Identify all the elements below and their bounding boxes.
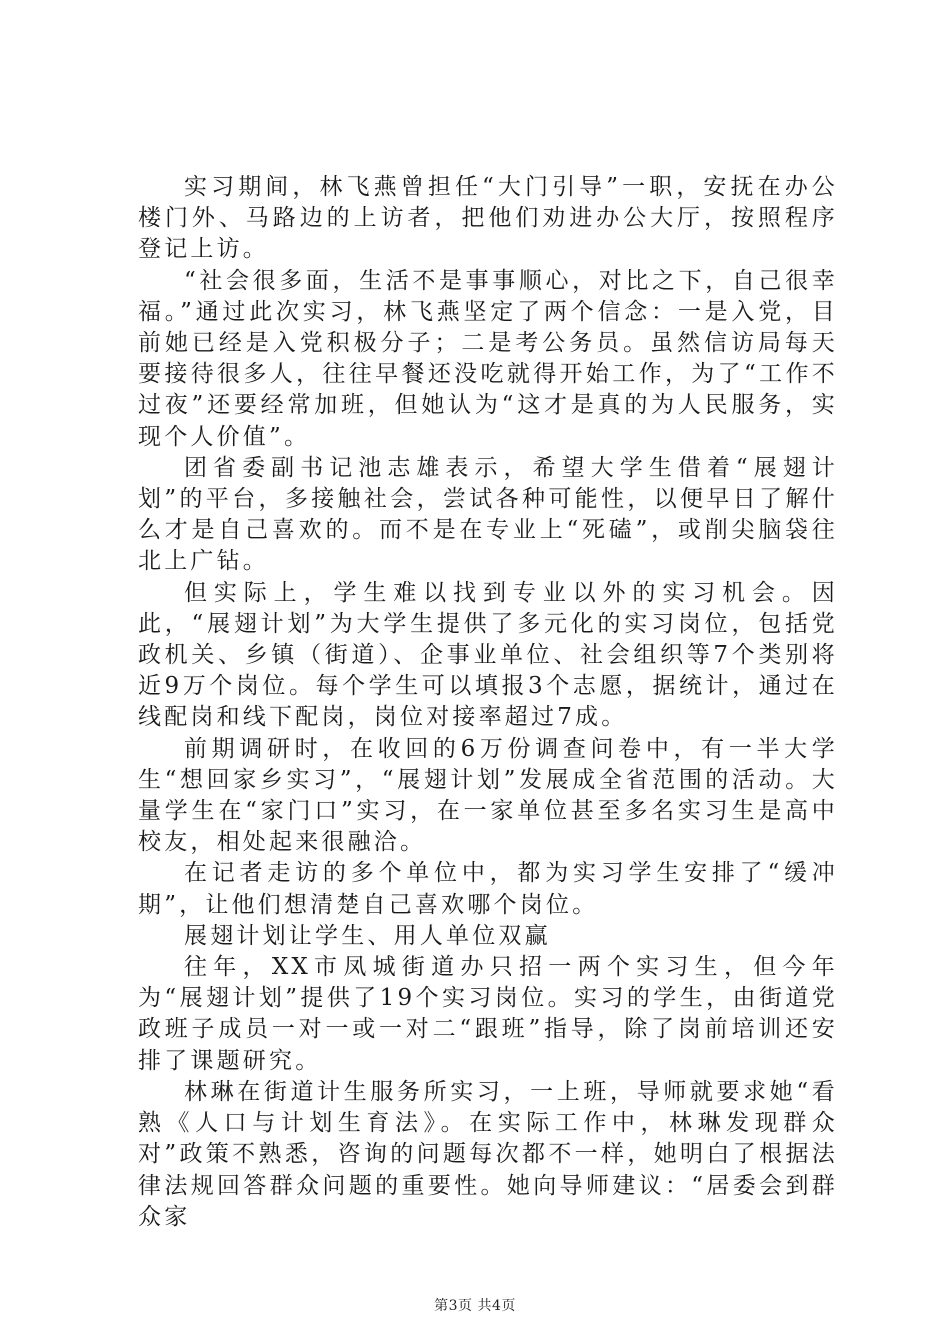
page-footer: 第3页 共4页 — [434, 1298, 516, 1314]
paragraph-1: 实习期间，林飞燕曾担任“大门引导”一职，安抚在办公楼门外、马路边的上访者，把他们劝进办公大厅，按照程序登记上访。 — [138, 174, 838, 263]
paragraph-5: 前期调研时，在收回的6万份调查问卷中，有一半大学生“想回家乡实习”，“展翅计划”发展成全省范围的活动。大量学生在“家门口”实习，在一家单位甚至多名实习生是高中校友，相处起来很融洽。 — [138, 735, 838, 856]
document-body — [138, 172, 838, 1233]
paragraph-6: 在记者走访的多个单位中，都为实习学生安排了“缓冲期”，让他们想清楚自己喜欢哪个岗位。 — [138, 860, 838, 918]
paragraph-4: 但实际上，学生难以找到专业以外的实习机会。因此，“展翅计划”为大学生提供了多元化的实习岗位，包括党政机关、乡镇（街道）、企事业单位、社会组织等7个类别将近9万个岗位。每个学生可以填报3个志愿，据统计，通过在线配岗和线下配岗，岗位对接率超过7成。 — [138, 579, 838, 731]
paragraph-2: “社会很多面，生活不是事事顺心，对比之下，自己很幸福。”通过此次实习，林飞燕坚定了两个信念：一是入党，目前她已经是入党积极分子；二是考公务员。虽然信访局每天要接待很多人，往往早餐还没吃就得开始工作，为了“工作不过夜”还要经常加班，但她认为“这才是真的为人民服务，实现个人价值”。 — [138, 267, 838, 450]
section-heading: 展翅计划让学生、用人单位双赢 — [184, 922, 551, 949]
paragraph-3: 团省委副书记池志雄表示，希望大学生借着“展翅计划”的平台，多接触社会，尝试各种可能性，以便早日了解什么才是自己喜欢的。而不是在专业上“死磕”，或削尖脑袋往北上广钻。 — [138, 454, 838, 575]
paragraph-8: 林琳在街道计生服务所实习，一上班，导师就要求她“看熟《人口与计划生育法》。在实际工作中，林琳发现群众对”政策不熟悉，咨询的问题每次都不一样，她明白了根据法律法规回答群众问题的重要性。她向导师建议：“居委会到群众家 — [138, 1078, 838, 1230]
paragraph-7: 往年，XX市凤城街道办只招一两个实习生，但今年为“展翅计划”提供了19个实习岗位。实习的学生，由街道党政班子成员一对一或一对二“跟班”指导，除了岗前培训还安排了课题研究。 — [138, 954, 838, 1074]
